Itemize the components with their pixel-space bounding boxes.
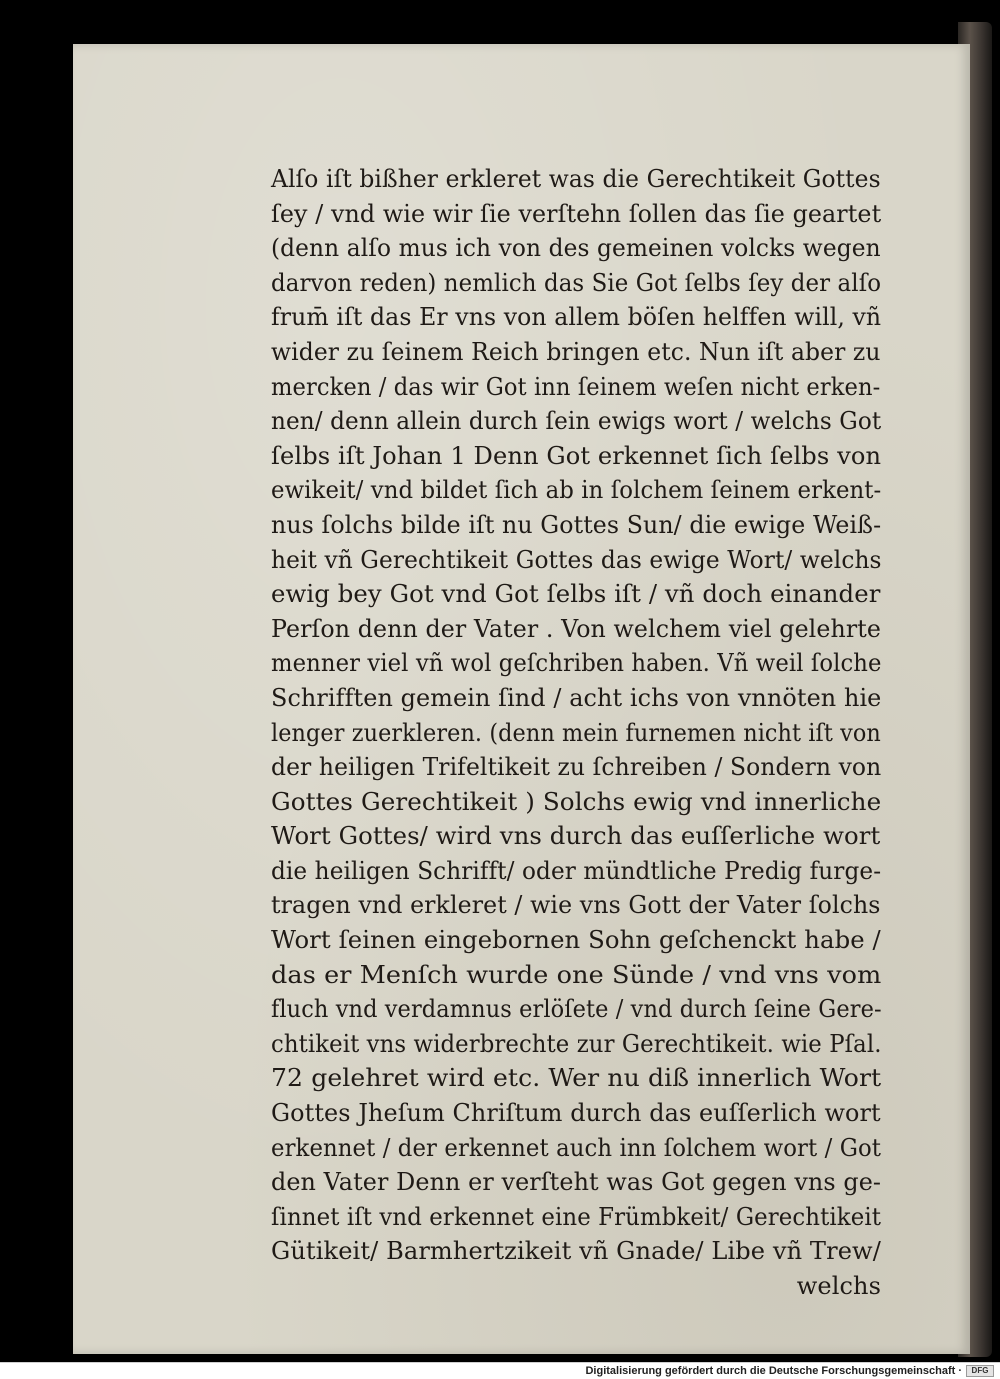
text-line: Gütikeit/ Barmhertzikeit vñ Gnade/ Libe vñ Trew/ <box>271 1237 881 1266</box>
text-line: ſelbs iſt Johan 1 Denn Got erkennet ſich ſelbs von <box>271 441 882 470</box>
text-line: erkennet / der erkennet auch inn ſolchem wort / Got <box>271 1133 882 1162</box>
text-line: ewig bey Got vnd Got ſelbs iſt / vñ doch einander <box>271 580 881 609</box>
text-line: (denn alſo mus ich von des gemeinen volcks wegen <box>271 234 881 263</box>
funding-credit: Digitalisierung gefördert durch die Deutsche Forschungsgemeinschaft · <box>585 1365 962 1377</box>
text-line: Wort ſeinen eingebornen Sohn geſchenckt habe / <box>271 926 881 955</box>
text-line: fluch vnd verdamnus erlöſete / vnd durch ſeine Gere- <box>271 995 882 1024</box>
text-line: lenger zuerkleren. (denn mein furnemen nicht iſt von <box>271 718 881 747</box>
dfg-logo: DFG <box>966 1365 994 1377</box>
text-line: Gottes Gerechtikeit ) Solchs ewig vnd innerliche <box>271 787 882 816</box>
text-line: tragen vnd erkleret / wie vns Gott der Vater ſolchs <box>271 891 881 920</box>
text-line: nus ſolchs bilde iſt nu Gottes Sun/ die ewige Weiß- <box>271 510 882 539</box>
text-line: darvon reden) nemlich das Sie Got ſelbs ſey der alſo <box>271 268 882 297</box>
text-line: mercken / das wir Got inn ſeinem weſen nicht erken- <box>271 372 881 401</box>
text-line: 72 gelehret wird etc. Wer nu diß innerlich Wort <box>271 1064 882 1093</box>
text-block <box>271 162 881 1304</box>
text-line: Alſo iſt bißher erkleret was die Gerechtikeit Gottes <box>271 165 881 193</box>
text-line: das er Menſch wurde one Sünde / vnd vns vom <box>271 960 882 989</box>
footer-bar <box>0 1362 1000 1379</box>
scanned-page <box>73 44 970 1354</box>
text-line: der heiligen Trifeltikeit zu ſchreiben / Sondern von <box>271 753 882 782</box>
text-line: ewikeit/ vnd bildet ſich ab in ſolchem ſeinem erkent- <box>271 476 882 505</box>
text-line: Gottes Jheſum Chriſtum durch das euſſerlich wort <box>271 1099 881 1128</box>
text-line: die heiligen Schrifft/ oder mündtliche Predig furge- <box>271 856 882 885</box>
text-line: ſey / vnd wie wir ſie verſtehn ſollen das ſie geartet <box>271 199 882 228</box>
text-line: den Vater Denn er verſteht was Got gegen vns ge- <box>271 1168 882 1197</box>
text-line: menner viel vñ wol geſchriben haben. Vñ weil ſolche <box>271 649 882 678</box>
text-line: chtikeit vns widerbrechte zur Gerechtikeit. wie Pſal. <box>271 1029 882 1058</box>
text-line: Perſon denn der Vater . Von welchem viel gelehrte <box>271 614 881 643</box>
text-line: nen/ denn allein durch ſein ewigs wort / welchs Got <box>271 407 882 436</box>
text-line: frum̄ iſt das Er vns von allem böſen helffen will, vñ <box>271 303 882 332</box>
text-line: heit vñ Gerechtikeit Gottes das ewige Wort/ welchs <box>271 545 882 574</box>
text-line: ſinnet iſt vnd erkennet eine Frümbkeit/ Gerechtikeit <box>271 1202 882 1231</box>
catchword: welchs <box>796 1272 881 1300</box>
text-line: Wort Gottes/ wird vns durch das euſſerliche wort <box>271 822 881 851</box>
text-line: Schrifften gemein ſind / acht ichs von vnnöten hie <box>271 683 882 712</box>
text-line: wider zu ſeinem Reich bringen etc. Nun iſt aber zu <box>271 337 881 366</box>
